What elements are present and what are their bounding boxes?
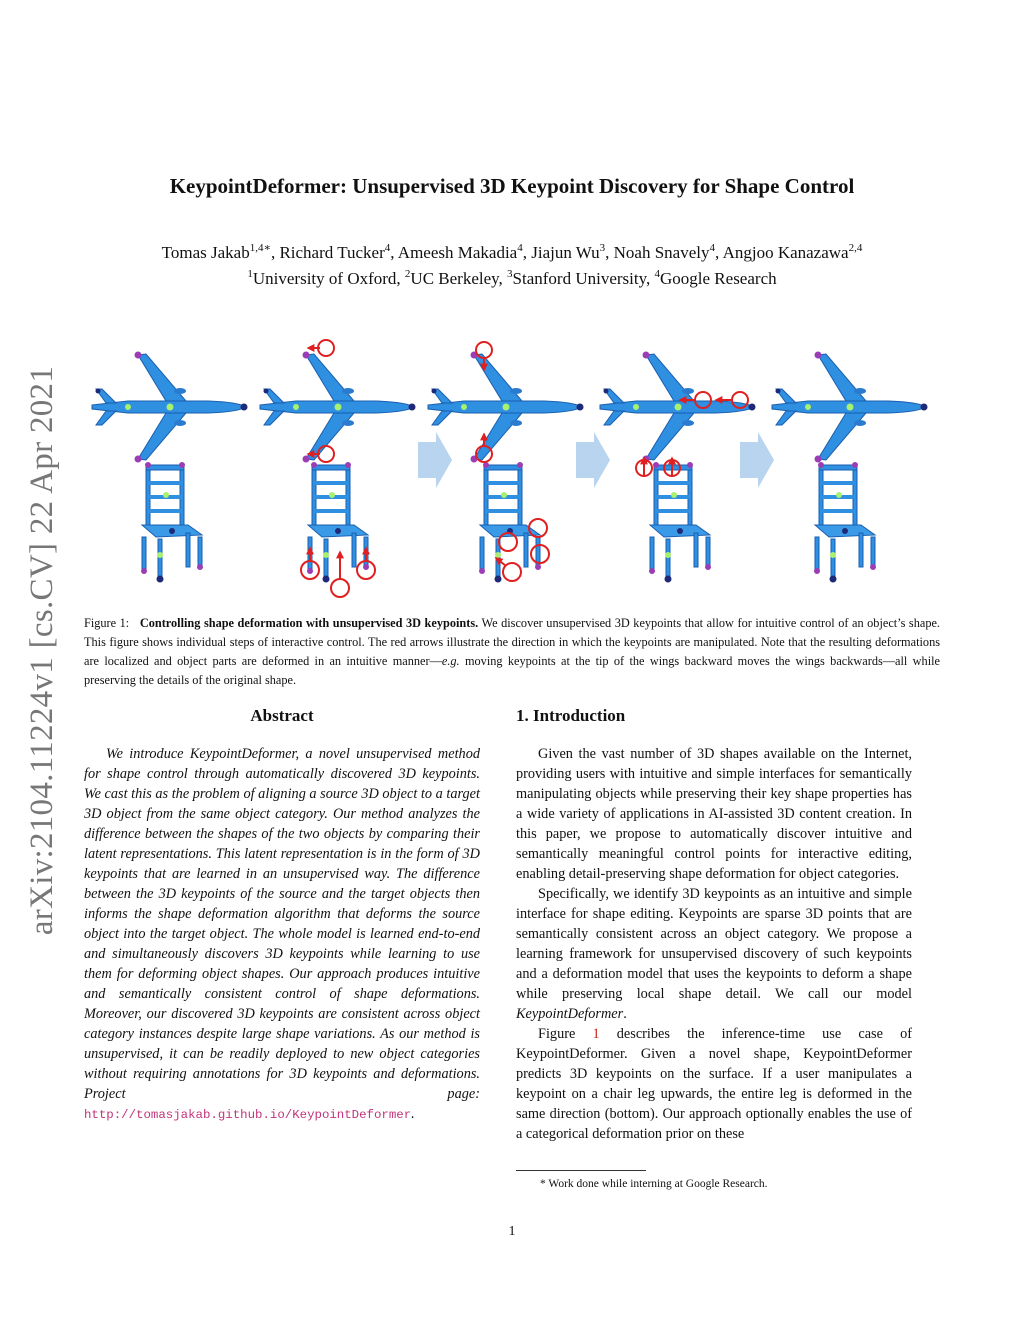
chair-step-5 [814,462,876,583]
author: Ameesh Makadia$^4$, [397,242,532,262]
project-page-link[interactable]: http://tomasjakab.github.io/KeypointDeformer [84,1108,412,1122]
figure-caption: Figure 1: Controlling shape deformation with unsupervised 3D keypoints. We discover unsupervised 3D keypoints that allow for intuitive control of an object’s shape. This figure shows individual steps of interactive control. The red arrows illustrate the direction in which the keypoints are manipulated. Note that the resulting deformations are localized and object parts are deformed in an intuitive manner—e.g. moving keypoints at the tip of the wings backward moves the wings backwards—all while preserving the details of the original shape. [84,616,940,687]
affiliation: $^3$Stanford University, [507,268,655,288]
author: Tomas Jakab$^{1,4∗}$, [161,242,280,262]
abstract-heading: Abstract [250,706,314,725]
plane-step-2 [260,352,416,463]
flow-arrow-icon [576,432,610,488]
author-list [80,240,944,266]
footnote: * Work done while interning at Google Research. [540,1178,768,1190]
affiliation: $^4$Google Research [654,268,777,288]
chair-step-1 [141,462,203,583]
figure-1-illustration [88,330,936,600]
affiliation-list [80,266,944,292]
flow-arrow-icon [740,432,774,488]
author: Jiajun Wu$^3$, [531,242,614,262]
plane-step-1 [92,352,248,463]
plane-step-5 [772,352,928,463]
flow-arrow-icon [418,432,452,488]
abstract-text: We introduce KeypointDeformer, a novel unsupervised method for shape control through automatically discovered 3D keypoints. We cast this as the problem of aligning a source 3D object to a target 3D object from the same object category. Our method analyzes the difference between the shapes of the two objects by comparing their latent representations. This latent representation is in the form of 3D keypoints that are learned in an unsupervised way. The difference between the 3D keypoints of the source and the target objects then informs the shape deformation algorithm that deforms the source object into the target object. The whole model is learned end-to-end and simultaneously discovers 3D keypoints while learning to use them for deforming object shapes. Our approach produces intuitive and semantically consistent control of shape deformations. Moreover, our discovered 3D keypoints are consistent across object category instances despite large shape variations. As our method is unsupervised, it can be readily deployed to new object categories without requiring annotations for 3D keypoints and deformations. Project page: http://tomasjakab.github.io/KeypointDeformer. [84,746,480,1122]
page-number: 1 [508,1224,516,1239]
author: Richard Tucker$^4$, [279,242,398,262]
intro-paragraph-2: Specifically, we identify 3D keypoints as an intuitive and simple interface for shape editing. Keypoints are sparse 3D points that are semantically consistent across an object category. We propose a learning framework for unsupervised discovery of such keypoints and a deformation model that uses the keypoints to deform a shape while preserving local shape detail. We call our model KeypointDeformer. [516,886,912,1022]
chair-step-4 [649,462,711,583]
intro-paragraph-3: Figure 1 describes the inference-time use case of KeypointDeformer. Given a novel shape, KeypointDeformer predicts 3D keypoints on the surface. If a user manipulates a keypoint on a chair leg upwards, the entire leg is deformed in the same direction (bottom). Our approach optionally enables the use of a categorical deformation prior on these [516,1026,912,1142]
intro-paragraph-1: Given the vast number of 3D shapes available on the Internet, providing users with intuitive and simple interfaces for semantically manipulating objects while preserving their key shape properties has a wide variety of applications in AI-assisted 3D content creation. In this paper, we propose to automatically discover intuitive and semantically meaningful control points for interactive editing, enabling detail-preserving shape deformation for object categories. [516,746,912,882]
author-block [80,240,944,292]
caption-bold: Controlling shape deformation with unsupervised 3D keypoints. [139,616,479,630]
caption-label: Figure 1: [84,616,130,630]
affiliation: $^2$UC Berkeley, [404,268,508,288]
author: Noah Snavely$^4$, [613,242,723,262]
figure-ref-link[interactable]: 1 [592,1026,600,1042]
plane-step-4 [600,352,756,463]
affiliation: $^1$University of Oxford, [247,268,405,288]
footnote-rule [516,1170,646,1171]
arxiv-identifier-text: arXiv:2104.11224v1 [cs.CV] 22 Apr 2021 [24,365,61,935]
paper-title: KeypointDeformer: Unsupervised 3D Keypoint Discovery for Shape Control [169,174,855,198]
introduction-section [516,706,912,1144]
plane-step-3 [428,352,584,463]
introduction-heading: 1. Introduction [516,706,626,725]
abstract-section [84,706,480,1125]
author: Angjoo Kanazawa$^{2,4}$ [722,242,863,262]
arxiv-identifier [18,355,68,945]
